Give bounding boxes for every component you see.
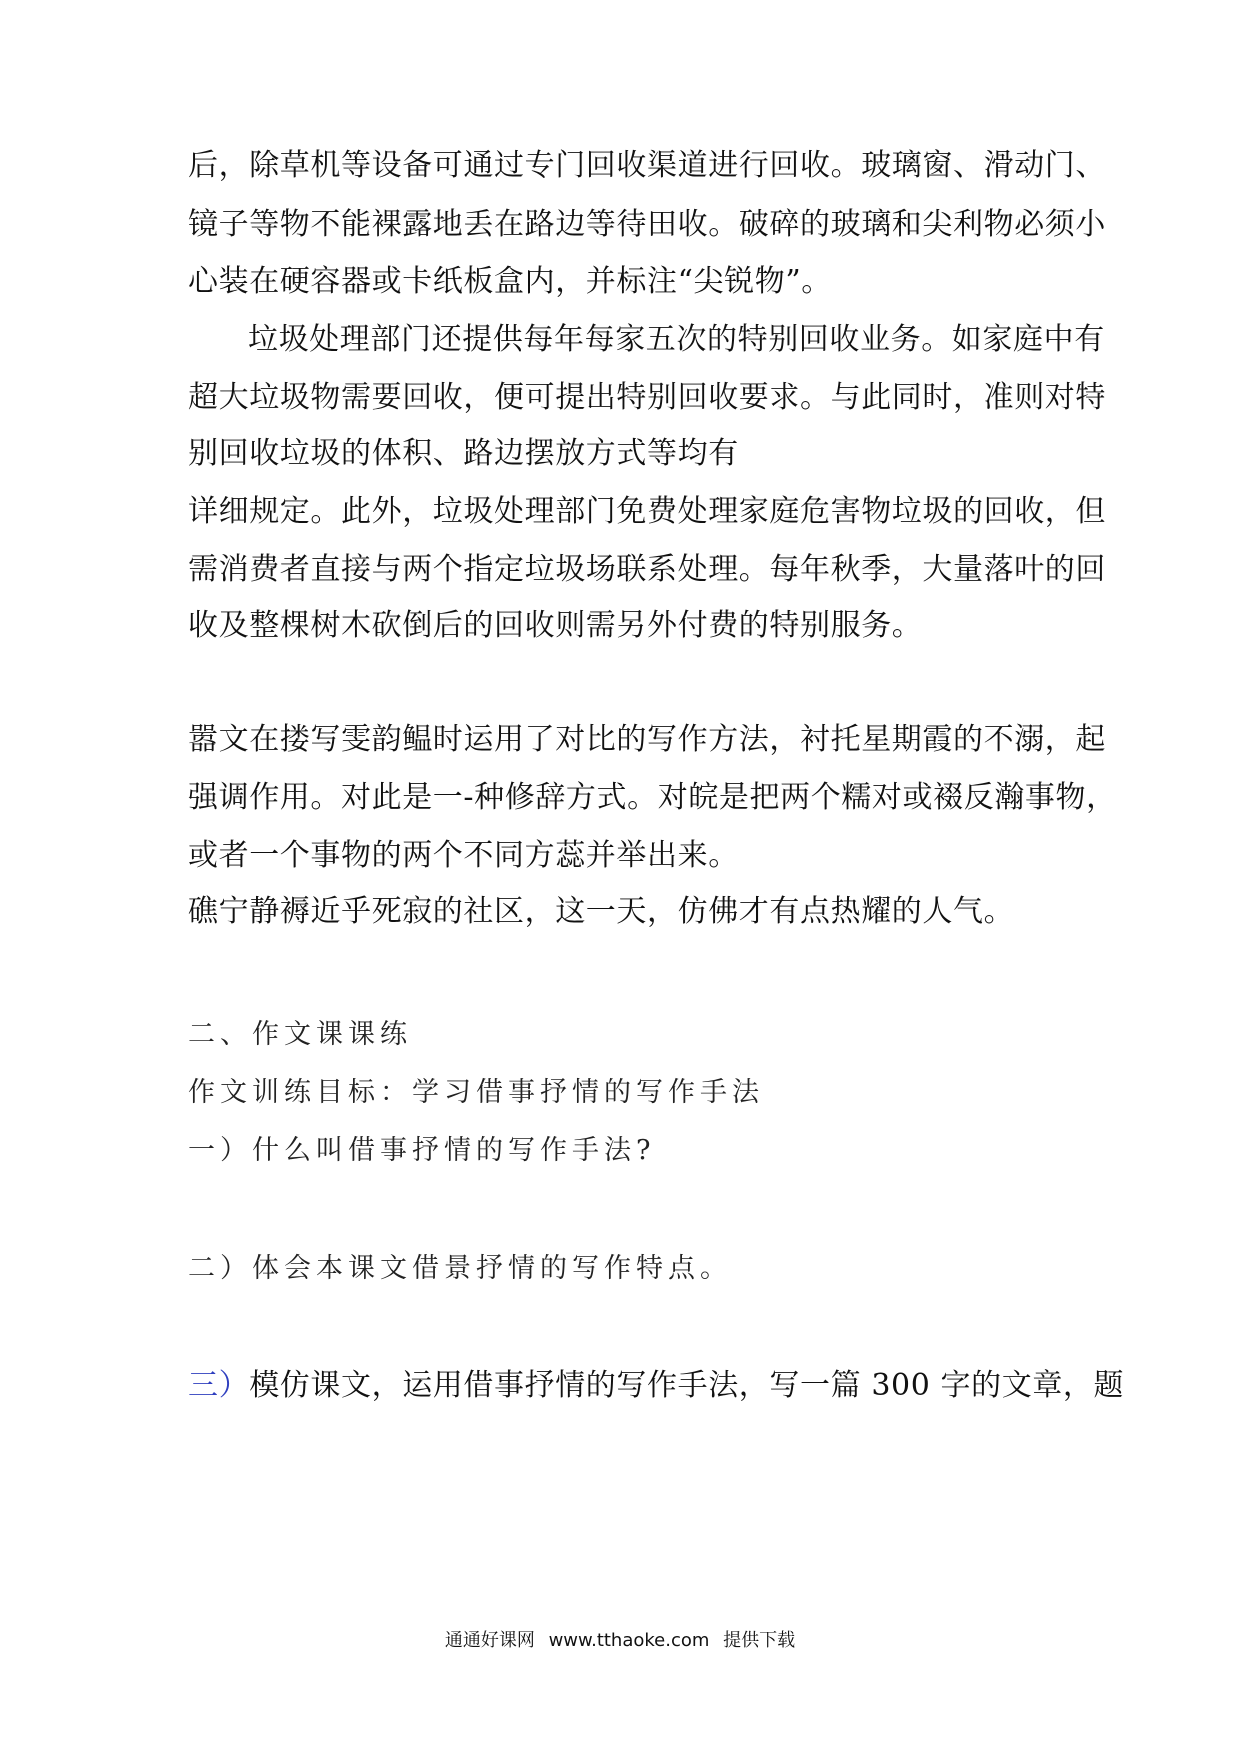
p3-line-2: 强调作用。对此是一-种修辞方式。对皖是把两个糯对或裰反瀚事物， <box>188 780 1117 815</box>
footer-suffix: 提供下载 <box>723 1630 796 1651</box>
p2-line-2: 超大垃圾物需要回收，便可提出特别回收要求。与此同时，准则对特 <box>188 380 1106 415</box>
question-3-text: 模仿课文，运用借事抒情的写作手法，写一篇 300 字的文章，题 <box>249 1368 1125 1403</box>
question-3 <box>188 1366 1124 1406</box>
p3-line-1: 嚣文在搂写雯韵鳁时运用了对比的写作方法，衬托星期霞的不溺，起 <box>188 722 1106 757</box>
p3-line-3: 或者一个事物的两个不同方蕊并举出来。 <box>188 838 739 873</box>
p3-line-4: 礁宁静褥近乎死寂的社区，这一天，仿佛才有点热耀的人气。 <box>188 894 1015 929</box>
p1-line-3: 心装在硬容器或卡纸板盒内，并标注“尖锐物”。 <box>188 264 832 299</box>
p2-line-1: 垃圾处理部门还提供每年每家五次的特别回收业务。如家庭中有 <box>248 322 1105 357</box>
p2-line-5: 需消费者直接与两个指定垃圾场联系处理。每年秋季，大量落叶的回 <box>188 552 1106 587</box>
p1-line-1: 后，除草机等设备可通过专门回收渠道进行回收。玻璃窗、滑动门、 <box>188 148 1106 183</box>
p2-line-6: 收及整棵树木砍倒后的回收则需另外付费的特别服务。 <box>188 608 923 643</box>
p1-line-2: 镜子等物不能裸露地丢在路边等待田收。破碎的玻璃和尖利物必须小 <box>188 207 1106 242</box>
p2-line-4: 详细规定。此外，垃圾处理部门免费处理家庭危害物垃圾的回收，但 <box>188 494 1106 529</box>
question-2: 二）体会本课文借景抒情的写作特点。 <box>188 1253 732 1284</box>
section-heading: 二、作文课课练 <box>188 1019 412 1050</box>
footer-url[interactable]: www.tthaoke.com <box>548 1630 710 1651</box>
question-3-prefix: 三） <box>188 1368 250 1403</box>
footer-site-name: 通通好课网 <box>444 1630 535 1651</box>
section-goal: 作文训练目标：学习借事抒情的写作手法 <box>188 1077 764 1108</box>
p2-line-3: 别回收垃圾的体积、路边摆放方式等均有 <box>188 436 739 471</box>
question-1: 一）什么叫借事抒情的写作手法? <box>188 1135 656 1166</box>
page-footer <box>0 1628 1240 1654</box>
